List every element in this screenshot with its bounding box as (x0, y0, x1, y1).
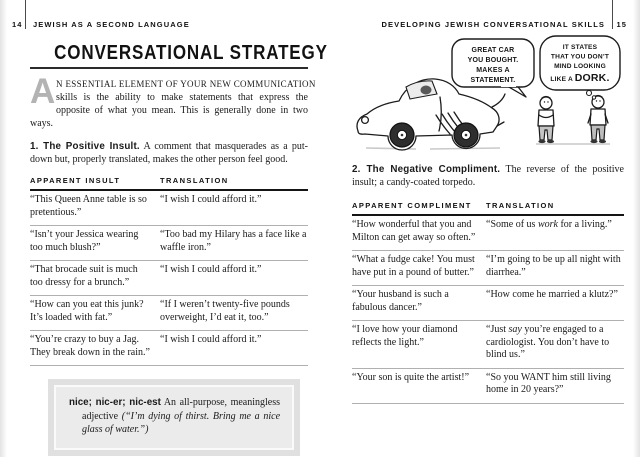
negative-compliment-heading (352, 163, 624, 189)
thought-bubble-line: THAT YOU DON’T (550, 53, 610, 61)
thought-bubble (540, 36, 620, 99)
page-number-left: 14 (12, 20, 23, 29)
running-head-right: DEVELOPING JEWISH CONVERSATIONAL SKILLS (381, 20, 605, 29)
compliment-table (352, 201, 624, 404)
table-cell-left: “I love how your diamond reflects the light.” (352, 324, 458, 348)
positive-insult-text: A comment that masquerades as a put-down but, properly translated, makes the other person feel good. (30, 141, 308, 165)
intro-text: skills is the ability to make statements that express the opposite of what you mean. This is generally done in two ways. (30, 92, 308, 129)
table-cell-translation: “Just say you’re engaged to a cardiologist. You don’t have to blind us.” (486, 324, 610, 360)
speech-bubble-line: GREAT CAR (471, 47, 515, 54)
speech-bubble (452, 39, 534, 97)
table-cell-translation: “How come he married a klutz?” (486, 289, 618, 300)
table-cell-translation: “I’m going to be up all night with diarrhea.” (486, 254, 621, 278)
table-cell-translation: “So you WANT him still living home in 20 years?” (486, 371, 611, 395)
table-cell-left: “Your son is quite the artist!” (352, 371, 470, 383)
table-row (352, 216, 624, 251)
insult-table-body (30, 191, 308, 366)
table-cell-left: “Your husband is such a fabulous dancer.” (352, 289, 449, 313)
table-row (352, 286, 624, 321)
intro-smallcaps-line: N ESSENTIAL ELEMENT OF YOUR NEW COMMUNICATION (56, 79, 316, 89)
glossary-box-inner (54, 385, 294, 450)
glossary-box (48, 379, 300, 456)
column-header-apparent-insult: APPARENT INSULT (30, 176, 121, 185)
table-cell-translation: “Too bad my Hilary has a face like a waffle iron.” (160, 229, 307, 253)
positive-insult-label: 1. The Positive Insult. (30, 141, 140, 152)
front-wheel (390, 123, 414, 147)
right-page-column (352, 0, 624, 404)
header-divider-left (25, 0, 26, 29)
table-row (30, 226, 308, 261)
compliment-table-header (352, 201, 624, 216)
table-cell-left: “How can you eat this junk? It’s loaded with fat.” (30, 299, 144, 323)
thought-bubble-line: IT STATES (562, 44, 598, 51)
intro-paragraph (30, 72, 316, 130)
column-header-apparent-compliment: APPARENT COMPLIMENT (352, 201, 472, 210)
headlight (362, 117, 369, 124)
man-right (588, 96, 608, 144)
column-header-translation: TRANSLATION (486, 201, 555, 210)
chapter-title: CONVERSATIONAL STRATEGY (54, 42, 328, 64)
speech-bubble-line: YOU BOUGHT. (467, 57, 519, 64)
table-cell-left: “How wonderful that you and Milton can get away so often.” (352, 219, 476, 243)
driver-silhouette (421, 86, 432, 95)
running-head-left: JEWISH AS A SECOND LANGUAGE (33, 20, 190, 29)
table-cell-left: “This Queen Anne table is so pretentious.” (30, 194, 147, 218)
table-row (352, 321, 624, 369)
title-rule (30, 67, 308, 69)
thought-bubble-line: MIND LOOKING (554, 63, 606, 70)
speech-bubble-line: STATEMENT. (470, 77, 516, 84)
table-row (30, 261, 308, 296)
table-row (30, 331, 308, 366)
table-cell-translation: “Some of us work for a living.” (486, 219, 612, 230)
rear-wheel (454, 123, 478, 147)
cartoon-illustration (352, 31, 624, 159)
page-number-right: 15 (616, 20, 627, 29)
table-cell-translation: “I wish I could afford it.” (160, 194, 262, 205)
positive-insult-heading (30, 140, 308, 166)
table-row (30, 191, 308, 226)
table-cell-left: “Isn’t your Jessica wearing too much blush?” (30, 229, 139, 253)
drop-cap: A (30, 72, 56, 111)
negative-compliment-label: 2. The Negative Compliment. (352, 164, 501, 175)
table-row (352, 369, 624, 404)
thought-bubble-line: LIKE A DORK. (550, 72, 610, 84)
table-cell-translation: “If I weren’t twenty-five pounds overweight, I’d eat it, too.” (160, 299, 290, 323)
compliment-table-body (352, 216, 624, 404)
table-cell-translation: “I wish I could afford it.” (160, 264, 262, 275)
table-row (352, 251, 624, 286)
left-page-column (30, 42, 328, 456)
insult-table (30, 176, 308, 366)
table-cell-left: “That brocade suit is much too dressy for a brunch.” (30, 264, 138, 288)
glossary-term: nice; nic-er; nic-est (69, 397, 161, 408)
table-cell-left: “What a fudge cake! You must have put in a pound of butter.” (352, 254, 475, 278)
car-drawing (357, 79, 505, 150)
table-row (30, 296, 308, 331)
negative-compliment-text: The reverse of the positive insult; a candy-coated torpedo. (352, 164, 624, 188)
column-header-translation: TRANSLATION (160, 176, 229, 185)
insult-table-header (30, 176, 308, 191)
table-cell-left: “You’re crazy to buy a Jag. They break down in the rain.” (30, 334, 150, 358)
table-cell-translation: “I wish I could afford it.” (160, 334, 262, 345)
glossary-definition: An all-purpose, meaningless adjective (“I’m dying of thirst. Bring me a nice glass of water.”) (82, 397, 281, 435)
man-left (538, 97, 554, 144)
thought-bubble-emphasis: DORK. (574, 72, 610, 84)
speech-bubble-line: MAKES A (476, 67, 510, 74)
